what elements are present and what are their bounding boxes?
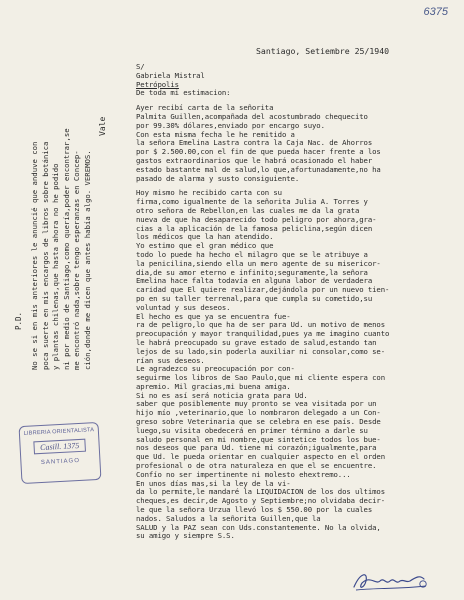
- letter-line: Le agradezco su preocupación por con-: [136, 365, 295, 374]
- letter-line: por 99.30% dólares,enviado por encargo suyo.: [136, 121, 325, 130]
- letter-line: le habrá preocupado su grave estado de salud,estando tan: [136, 338, 377, 347]
- letter-line: apremio. Mil gracias,mi buena amiga.: [136, 382, 291, 391]
- letter-line: preocupación y mayor tranquilidad,pues ya me imagino cuanto: [136, 330, 390, 339]
- letter-line: Si no es así será noticia grata para Ud.: [136, 391, 308, 400]
- letter-line: profesional o de otra naturaleza en que el se encuentre.: [136, 462, 377, 471]
- letter-line: le que la señora Urzua llevó los $ 550.00 por la cuales: [136, 506, 373, 515]
- letter-line: su amigo y siempre S.S.: [136, 532, 235, 541]
- letter-line: estado bastante mal de salud,lo que,afortunadamente,no ha: [136, 165, 381, 174]
- postscript-line: ción,donde me dicen que antes había algo. VEREMOS.: [82, 150, 92, 370]
- letter-line: otro señora de Rebellon,en las cuales me da la grata: [136, 206, 360, 215]
- letter-line: dia,de su amor eterno e infinito;seguramente,la señora: [136, 268, 368, 277]
- library-stamp: [19, 422, 102, 484]
- letter-line: firma,como igualmente de la señorita Julia A. Torres y: [136, 198, 368, 207]
- postscript-line: ni por medio de Santiago,como quería,poder encontrar,se: [61, 128, 71, 370]
- letter-line: por $ 2.500.00,con el fin de que pueda hacer frente a los: [136, 148, 381, 157]
- letter-line: Palmita Guillen,acompañada del acostumbrado chequecito: [136, 112, 368, 121]
- postscript-line: y plantas chilenas,que hasta ahora no he podido: [51, 163, 60, 370]
- letter-line: pasado de alarma y susto consiguiente.: [136, 174, 300, 183]
- letter-line: saludo personal en mi nombre,que sintetice todos los bue-: [136, 435, 381, 444]
- stamp-top-text: LIBRERIA ORIENTALISTA: [23, 427, 95, 437]
- letter-line: De toda mi estimacion:: [136, 89, 231, 98]
- postscript-line: poca suerte en mis encargos de libros sobre botánica: [40, 141, 50, 370]
- letter-line: S/: [136, 63, 145, 71]
- letter-line: los médicos que la han atendido.: [136, 233, 274, 242]
- letter-line: lejos de su lado,sin poderla auxiliar ni consolar,como se-: [136, 347, 386, 356]
- letter-line: nados. Saludos a la señorita Guillen,que la: [136, 514, 321, 523]
- letter-line: Ayer recibí carta de la señorita: [136, 104, 274, 113]
- letter-line: Con esta misma fecha le he remitido a: [136, 130, 295, 139]
- letter-line: caridad que El quiere realizar,dejándola por un nuevo tien-: [136, 286, 390, 295]
- letter-line: Yo estimo que el gran médico que: [136, 242, 274, 251]
- letter-line: la señora Emelina Lastra contra la Caja Nac. de Ahorros: [136, 139, 373, 148]
- letter-line: todo lo puede ha hecho el milagro que se le atribuye a: [136, 250, 368, 259]
- stamp-middle-text: Casill. 1375: [34, 439, 86, 455]
- letter-line: que Ud. le pueda orientar en cualquier aspecto en el orden: [136, 453, 386, 462]
- letter-line: nueva de que ha desaparecido todo peligro por ahora,gra-: [136, 215, 377, 224]
- handwritten-signature: [350, 567, 430, 593]
- letter-line: cias a la aplicación de la famosa peliclina,según dicen: [136, 224, 373, 233]
- postscript-line: No se si en mis anteriores le anuncié que anduve con: [30, 141, 39, 370]
- letter-line: gastos extraordinarios que le habrá ocasionado el haber: [136, 156, 373, 165]
- archive-number: 6375: [423, 6, 448, 18]
- letter-line: En unos días mas,si la ley de la vi-: [136, 479, 291, 488]
- letter-line: po en su taller terrenal,para que cumpla su cometido,su: [136, 294, 373, 303]
- postscript-text: [30, 40, 120, 370]
- letter-line: saber que posiblemente muy pronto se vea visitada por un: [136, 400, 377, 409]
- letter-line: luego,su visita obedecerá en primer término a darle su: [136, 426, 368, 435]
- letter-line: ra de peligro,lo que ha de ser para Ud. un motivo de menos: [136, 321, 386, 330]
- letter-line: rían sus deseos.: [136, 356, 205, 365]
- letter-line: greso sobre Veterinaria que se celebra en ese país. Desde: [136, 418, 381, 427]
- date-line: Santiago, Setiembre 25/1940: [256, 46, 390, 56]
- letter-line: seguirme los libros de Sao Paulo,que mi cliente espera con: [136, 374, 386, 383]
- letter-line: da lo permite,le mandaré la LIQUIDACION de los dos ultimos: [136, 488, 386, 497]
- letter-line: hijo mío ,veterinario,que lo nombraron delegado a un Con-: [136, 409, 381, 418]
- letter-line: El hecho es que ya se encuentra fue-: [136, 312, 291, 321]
- letter-line: Gabriela Mistral: [136, 71, 205, 80]
- letter-line: nos deseos que para Ud. tiene mi corazón;igualmente,para: [136, 444, 377, 453]
- letter-line: SALUD y la PAZ sean con Uds.constantemente. No la olvida,: [136, 523, 381, 532]
- postscript-label: P.D.: [14, 311, 23, 330]
- letter-line: voluntad y sus deseos.: [136, 303, 231, 312]
- closing-label: Vale: [98, 116, 107, 136]
- letter-line: Petrópolis: [136, 80, 179, 89]
- stamp-bottom-text: SANTIAGO: [40, 457, 81, 467]
- postscript-line: me encontró nada,sobre tengo esperanzas en Concep-: [72, 150, 81, 370]
- letter-body: [136, 63, 436, 541]
- letter-line: Hoy mismo he recibido carta con su: [136, 189, 282, 198]
- letter-line: la penicilina,siendo ella un mero agente de su misericor-: [136, 259, 381, 268]
- letter-line: cheques,es decir,de Agosto y Septiembre;no olvidaba decir-: [136, 497, 386, 506]
- letter-line: Emelina hace falta todavía en alguna labor de verdadera: [136, 277, 373, 286]
- letter-line: Confío no ser impertinente ni molesto ehextremo...: [136, 470, 351, 479]
